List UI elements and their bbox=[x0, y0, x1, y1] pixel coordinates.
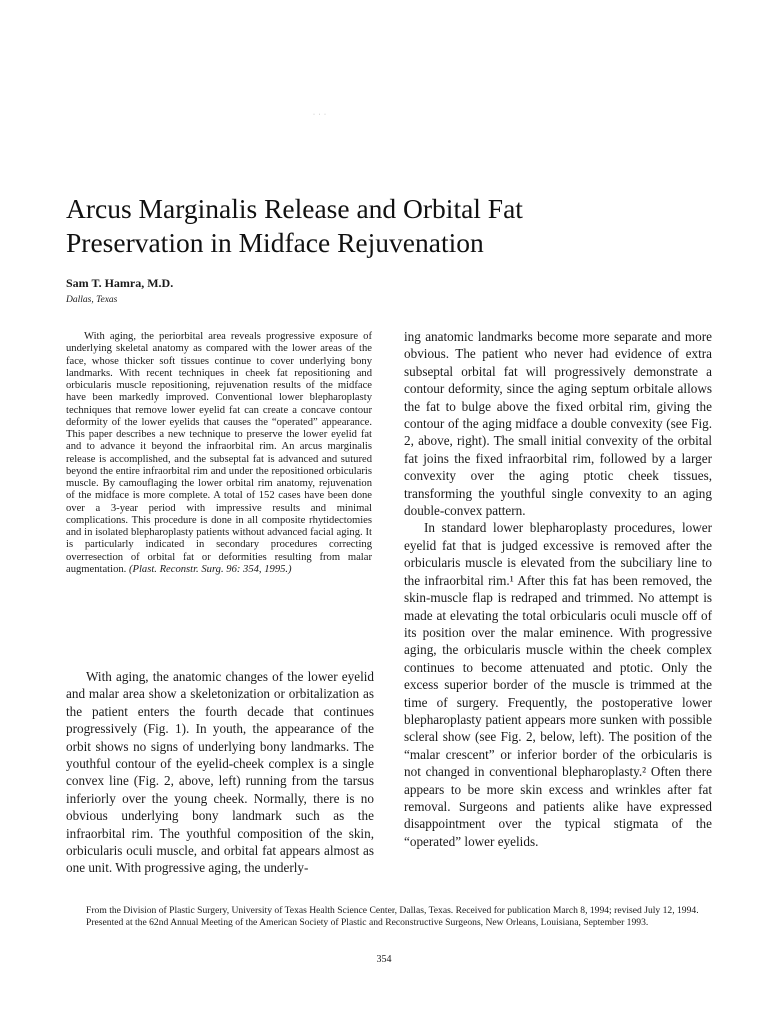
page-number: 354 bbox=[376, 954, 392, 965]
abstract-text: With aging, the periorbital area reveals progressive exposure of underlying skeletal anatomy as compared with the lower areas of the face, whose thicker soft tissues continue to cover underlying bony landmarks. With recent techniques in cheek fat repositioning and orbicularis muscle repositioning, rejuvenation results of the midface have been markedly improved. Conventional lower blepharoplasty techniques that remove lower eyelid fat can create a concave contour deformity of the lower eyelids that causes the “operated” appearance. This paper describes a new technique to preserve the lower eyelid fat and to advance it beyond the infraorbital rim. An arcus marginalis release is accomplished, and the subseptal fat is advanced and sutured beyond the entire infraorbital rim and under the repositioned orbicularis muscle. By camouflaging the lower orbital rim anatomy, rejuvenation of the midface is more complete. A total of 152 cases have been done over a 3-year period with impressive results and minimal complications. This procedure is done in all composite rhytidectomies and in isolated blepharoplasty patients without advanced facial aging. It is particularly indicated in secondary procedures correcting overresection of orbital fat or deformities resulting from malar augmentation. bbox=[66, 331, 372, 575]
body-right-column bbox=[404, 328, 712, 850]
article-title-line-1: Arcus Marginalis Release and Orbital Fat bbox=[66, 193, 523, 224]
footnote-affiliation: From the Division of Plastic Surgery, University of Texas Health Science Center, Dallas, Texas. Received for publication March 8, 1994; revised July 12, 1994. bbox=[86, 905, 699, 916]
abstract-citation: (Plast. Reconstr. Surg. 96: 354, 1995.) bbox=[128, 563, 292, 575]
body-paragraph-2: In standard lower blepharoplasty procedures, lower eyelid fat that is judged excessive is removed after the orbicularis muscle is elevated from the subciliary line to the infraorbital rim.¹ After this fat has been removed, the skin-muscle flap is redraped and trimmed. No attempt is made at elevating the total orbicularis oculi muscle off of its position over the malar eminence. With progressive aging, the orbicularis muscle within the cheek complex continues to become attenuated and ptotic. Only the excess superior border of the muscle is trimmed at the time of surgery. Frequently, the postoperative lower blepharoplasty patient appears more sunken with possible scleral show (see Fig. 2, below, left). The position of the “malar crescent” or inferior border of the orbicularis is not changed in conventional blepharoplasty.² Often there appears to be more skin excess and wrinkles after fat removal. Surgeons and patients alike have expressed disappointment over the typical stigmata of the “operated” lower eyelids. bbox=[404, 520, 712, 849]
body-paragraph-continued: ing anatomic landmarks become more separate and more obvious. The patient who never had evidence of extra subseptal orbital fat will progressively demonstrate a contour deformity, since the aging septum orbitale allows the fat to bulge above the fixed orbital rim, giving the contour of the aging midface a double convexity (see Fig. 2, above, right). The small initial convexity of the orbital fat joins the fixed infraorbital rim, followed by a larger convexity over the aging ptotic cheek tissues, transforming the youthful single convexity to an aging double-convex pattern. bbox=[404, 329, 712, 519]
body-paragraph-1: With aging, the anatomic changes of the lower eyelid and malar area show a skeletonization or orbitalization as the patient enters the fourth decade that continues progressively (Fig. 1). In youth, the appearance of the orbit shows no signs of underlying bony landmarks. The youthful contour of the eyelid-cheek complex is a single convex line (Fig. 2, above, left) running from the tarsus inferiorly over the young cheek. Normally, there is no obvious underlying bony landmark such as the infraorbital rim. The youthful composition of the skin, orbicularis oculi muscle, and orbital fat appears almost as one unit. With progressive aging, the underly- bbox=[66, 669, 374, 876]
abstract bbox=[66, 331, 372, 576]
author-affiliation: Dallas, Texas bbox=[66, 295, 118, 305]
footnotes bbox=[66, 905, 714, 929]
page-speck: · · · bbox=[313, 112, 327, 118]
article-title bbox=[66, 192, 706, 260]
footnote-presentation: Presented at the 62nd Annual Meeting of the American Society of Plastic and Reconstructive Surgeons, New Orleans, Louisiana, September 1993. bbox=[86, 917, 649, 928]
body-left-column bbox=[66, 668, 374, 877]
author-name: Sam T. Hamra, M.D. bbox=[66, 276, 174, 290]
article-title-line-2: Preservation in Midface Rejuvenation bbox=[66, 227, 484, 258]
